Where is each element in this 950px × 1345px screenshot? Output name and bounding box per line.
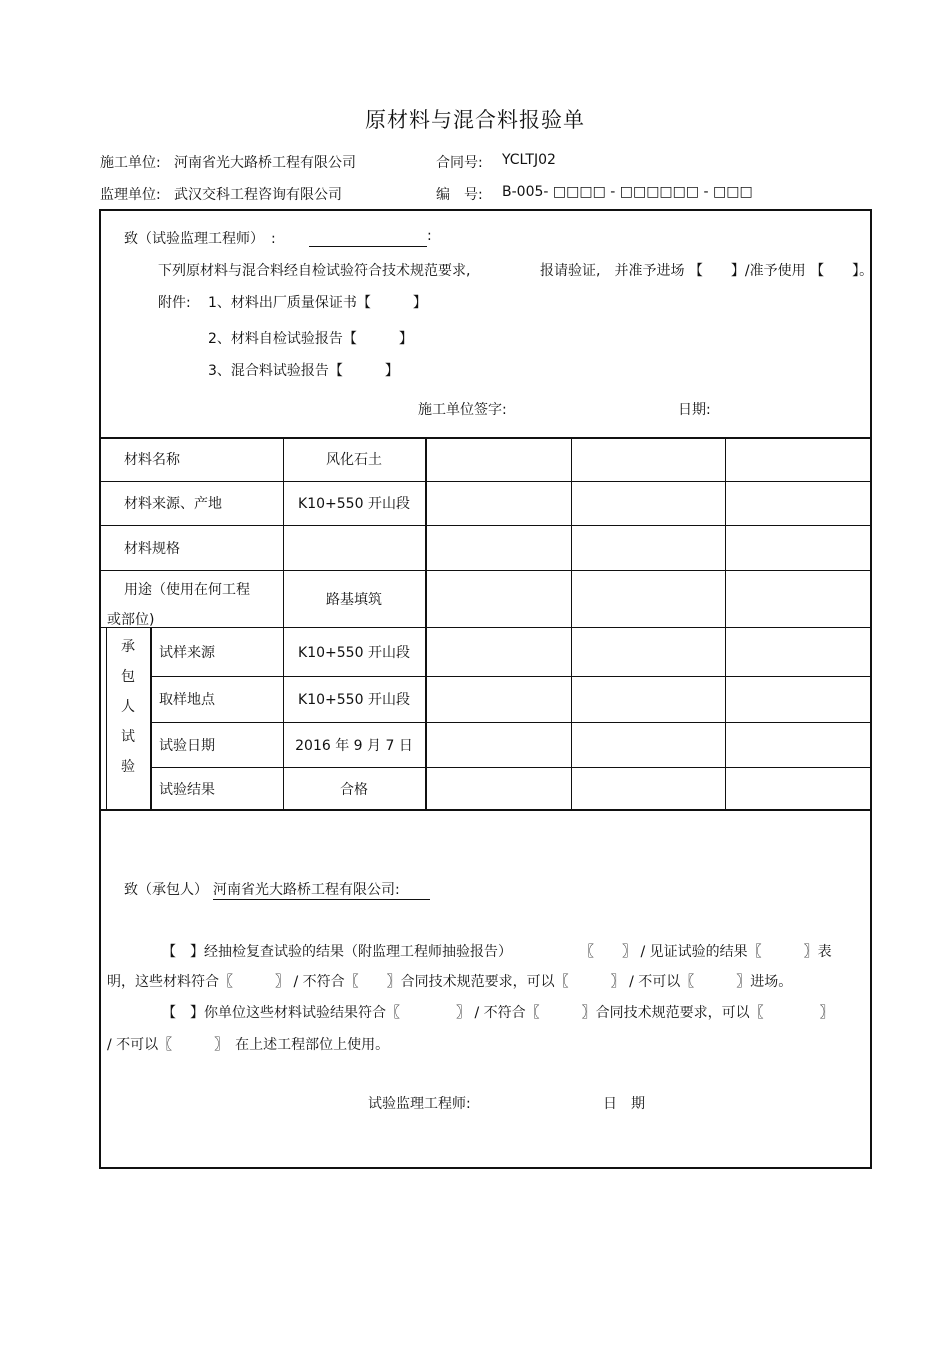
serial-value: B-005- □□□□ - □□□□□□ - □□□ [502,184,753,200]
table-line [99,570,872,571]
row-label-material-spec: 材料规格 [124,540,180,557]
reply-p2-line1: 【 】你单位这些材料试验结果符合〖 〗 / 不符合〖 〗合同技术规范要求，可以〖 〗 [162,1005,834,1021]
group-row-value-test-result: 合格 [340,781,368,798]
group-label-char: 试 [121,729,135,745]
request-body-2: 报请验证, 并准予进场 【 】/准予使用 【 】。 [540,263,874,279]
serial-label: 编 号: [436,187,483,203]
reply-to-company: 河南省光大路桥工程有限公司: [213,879,430,900]
table-line [99,525,872,526]
group-row-value-test-date: 2016 年 9 月 7 日 [295,737,413,754]
reply-p1-line1-a: 【 】经抽检复查试验的结果（附监理工程师抽验报告） [162,944,512,960]
request-date-label: 日期: [678,402,711,418]
row-value-material-spec [283,525,425,570]
attachment-3: 3、混合料试验报告【 】 [208,363,399,379]
row-label-usage-line1: 用途（使用在何工程 [124,582,250,598]
supervisor-label: 监理单位: [100,187,161,203]
page-title: 原材料与混合料报验单 [365,108,585,132]
row-value-material-name: 风化石土 [326,452,382,468]
group-row-value-sample-location: K10+550 开山段 [298,692,410,708]
request-body: 下列原材料与混合料经自检试验符合技术规范要求, [158,263,471,279]
group-row-label-test-result: 试验结果 [159,781,215,798]
reply-to-company-wrap [213,879,430,900]
table-top-line [99,437,872,439]
reply-to-label: 致（承包人） [124,882,208,898]
contractor-label: 施工单位: [100,155,161,171]
group-row-label-sample-location: 取样地点 [159,692,215,708]
row-value-material-source: K10+550 开山段 [298,496,410,512]
group-row-label-test-date: 试验日期 [159,737,215,754]
reply-date-label: 日 期 [603,1096,645,1112]
table-line [151,676,872,677]
contract-no-label: 合同号: [436,155,483,171]
group-label-char: 包 [121,669,135,685]
col-line [725,437,726,810]
row-label-usage-line2: 或部位) [107,612,155,628]
contract-no-value: YCLTJ02 [502,152,556,168]
contractor-sign-label: 施工单位签字: [418,402,507,418]
supervisor-value: 武汉交科工程咨询有限公司 [174,187,342,203]
attachment-2: 2、材料自检试验报告【 】 [208,331,413,347]
attachment-label: 附件: [158,295,191,311]
row-label-material-name: 材料名称 [124,452,180,468]
group-row-label-sample-source: 试样来源 [159,644,215,661]
group-label-char: 承 [121,639,135,655]
request-to-colon: : [427,228,432,244]
group-divider-line [150,627,152,810]
engineer-name-line [309,246,427,247]
row-label-material-source: 材料来源、产地 [124,496,222,512]
group-label-contractor-test [106,632,150,782]
contractor-value: 河南省光大路桥工程有限公司 [174,155,356,171]
row-value-usage: 路基填筑 [326,591,382,608]
group-label-char: 人 [121,699,135,715]
attachment-1: 1、材料出厂质量保证书【 】 [208,295,427,311]
request-to-label: 致（试验监理工程师） : [124,231,276,247]
reply-p1-line1-b: 〖 〗 / 见证试验的结果〖 〗表 [580,944,832,960]
group-label-char: 验 [121,759,135,775]
table-line [151,722,872,723]
reply-p1-line2: 明，这些材料符合〖 〗 / 不符合〖 〗合同技术规范要求，可以〖 〗 / 不可以〖 〗进场。 [107,974,793,990]
reply-p2-line2: / 不可以〖 〗 在上述工程部位上使用。 [107,1037,390,1053]
table-line [151,767,872,768]
engineer-sign-label: 试验监理工程师: [368,1096,471,1112]
col-line [425,437,427,810]
group-row-value-sample-source: K10+550 开山段 [298,644,410,661]
col-line [571,437,572,810]
